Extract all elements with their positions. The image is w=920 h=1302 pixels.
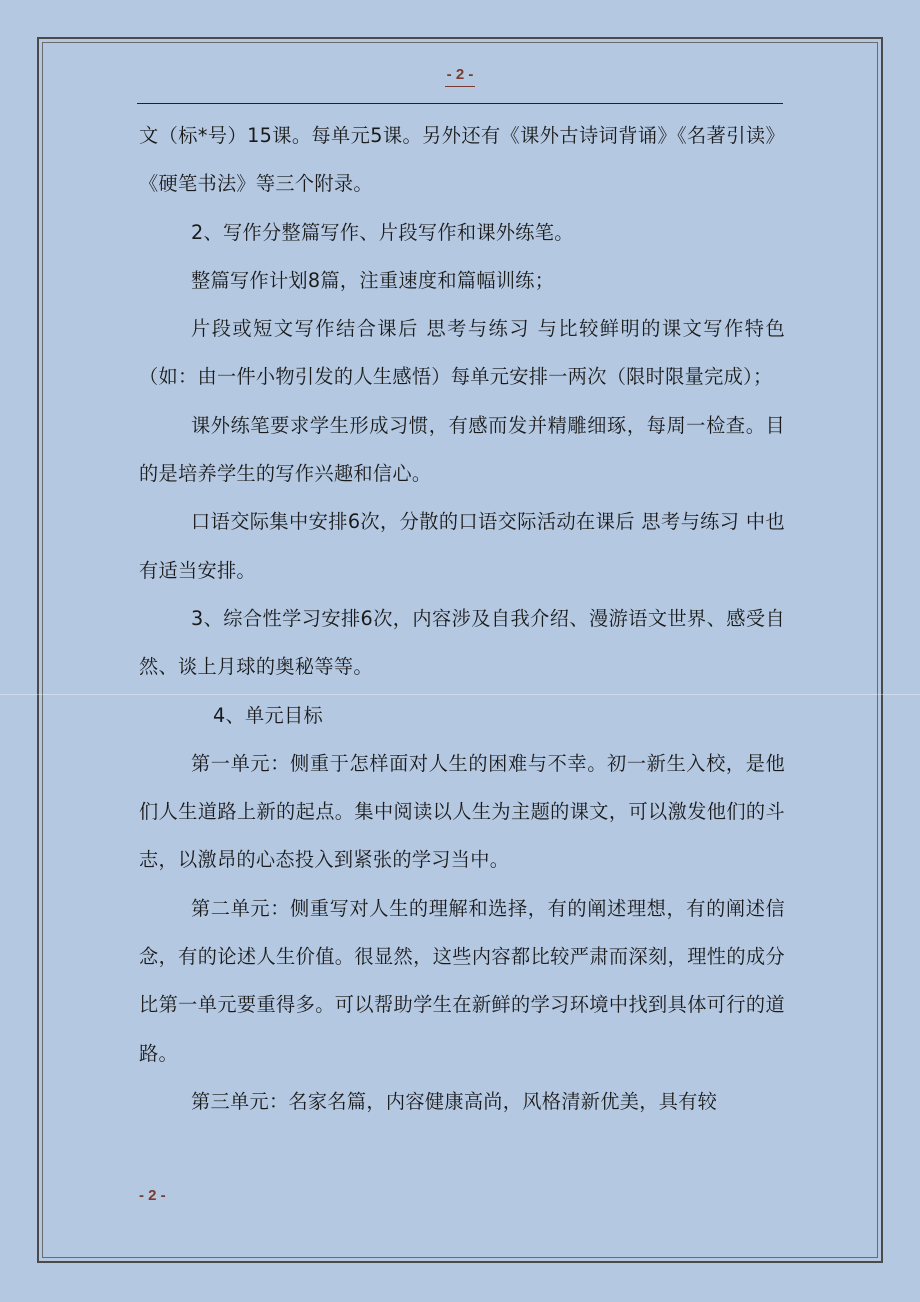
- paragraph-short-writing: 片段或短文写作结合课后 思考与练习 与比较鲜明的课文写作特色（如：由一件小物引发的人生感悟）每单元安排一两次（限时限量完成）；: [139, 317, 785, 389]
- paragraph-comprehensive-study: 3、综合性学习安排6次，内容涉及自我介绍、漫游语文世界、感受自然、谈上月球的奥秘等等。: [139, 606, 785, 679]
- document-body: [139, 112, 785, 1126]
- paragraph-extra-writing: 课外练笔要求学生形成习惯，有感而发并精雕细琢，每周一检查。目的是培养学生的写作兴趣和信心。: [139, 413, 785, 486]
- header-page-number-text: - 2 -: [445, 66, 476, 87]
- header-rule: [137, 103, 783, 104]
- paragraph-oral-communication: 口语交际集中安排6次，分散的口语交际活动在课后 思考与练习 中也有适当安排。: [139, 510, 785, 582]
- footer-page-number: - 2 -: [139, 1187, 166, 1204]
- paragraph-unit-three: 第三单元：名家名篇，内容健康高尚，风格清新优美，具有较: [191, 1089, 718, 1113]
- paragraph-full-essays: 整篇写作计划8篇，注重速度和篇幅训练；: [191, 268, 555, 292]
- paragraph-writing-overview: 2、写作分整篇写作、片段写作和课外练笔。: [191, 220, 574, 244]
- paragraph-unit-one: 第一单元：侧重于怎样面对人生的困难与不幸。初一新生入校，是他们人生道路上新的起点。集中阅读以人生为主题的课文，可以激发他们的斗志，以激昂的心态投入到紧张的学习当中。: [139, 751, 785, 872]
- section-heading-unit-goals: 4、单元目标: [213, 703, 323, 727]
- header-page-number: [0, 66, 920, 87]
- paragraph-unit-two: 第二单元：侧重写对人生的理解和选择，有的阐述理想，有的阐述信念，有的论述人生价值。很显然，这些内容都比较严肃而深刻，理性的成分比第一单元要重得多。可以帮助学生在新鲜的学习环境中找到具体可行的道路。: [139, 896, 785, 1065]
- paragraph-continuation: 文（标*号）15课。每单元5课。另外还有《课外古诗词背诵》《名著引读》《硬笔书法》等三个附录。: [139, 124, 785, 196]
